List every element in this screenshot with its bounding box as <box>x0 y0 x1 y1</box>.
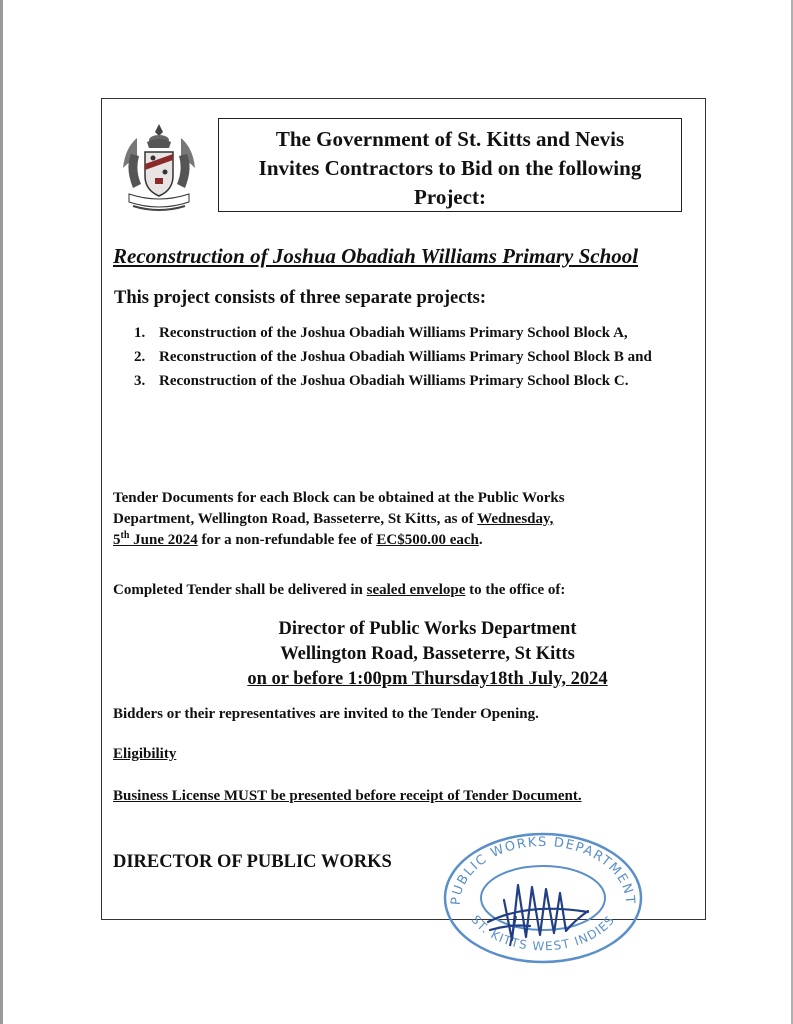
bidders-invitation: Bidders or their representatives are invited to the Tender Opening. <box>113 706 539 722</box>
delivery-address <box>200 617 655 692</box>
tender-docs-location: Department, Wellington Road, Basseterre, St Kitts, as of <box>113 511 478 527</box>
project-title: Reconstruction of Joshua Obadiah Williams Primary School <box>113 244 639 268</box>
list-item <box>134 369 704 393</box>
tender-documents-paragraph <box>113 488 693 551</box>
list-item-text: Reconstruction of the Joshua Obadiah Williams Primary School Block C. <box>159 373 629 389</box>
eligibility-requirement: Business License MUST be presented before receipt of Tender Document. <box>113 788 582 804</box>
invitation-title-box <box>218 118 682 212</box>
list-item-number: 1. <box>134 325 146 341</box>
delivery-text-a: Completed Tender shall be delivered in <box>113 582 367 598</box>
invitation-title-line-3: Project: <box>414 185 486 209</box>
tender-docs-fee-label: for a non-refundable fee of <box>197 532 377 548</box>
invitation-title-line-1: The Government of St. Kitts and Nevis <box>275 127 625 151</box>
delivery-text-c: to the office of: <box>465 582 566 598</box>
list-item-number: 2. <box>134 349 146 365</box>
submission-deadline: on or before 1:00pm Thursday18th July, 2024 <box>247 669 608 689</box>
signoff-title: DIRECTOR OF PUBLIC WORKS <box>113 852 392 872</box>
tender-docs-period: . <box>478 532 483 548</box>
tender-docs-date-suffix: th <box>120 530 130 541</box>
list-item-text: Reconstruction of the Joshua Obadiah Williams Primary School Block A, <box>159 325 628 341</box>
director-signature <box>470 860 610 950</box>
list-item-number: 3. <box>134 373 146 389</box>
tender-docs-weekday: Wednesday, <box>477 511 554 527</box>
delivery-instructions <box>113 582 565 599</box>
tender-docs-line-3 <box>113 530 693 551</box>
address-line-1: Director of Public Works Department <box>278 619 577 639</box>
tender-docs-fee: EC$500.00 each <box>376 532 479 548</box>
project-intro: This project consists of three separate projects: <box>114 288 486 308</box>
stamp-top-text: PUBLIC WORKS DEPARTMENT <box>448 834 638 906</box>
address-line-2: Wellington Road, Basseterre, St Kitts <box>280 644 575 664</box>
page-edge-left <box>0 0 3 1024</box>
delivery-sealed-envelope: sealed envelope <box>366 582 466 598</box>
tender-docs-date-day: 5 <box>113 532 121 548</box>
list-item <box>134 321 704 345</box>
invitation-title-line-2: Invites Contractors to Bid on the following <box>258 156 642 180</box>
tender-docs-line-2 <box>113 509 693 530</box>
tender-docs-date <box>113 532 198 548</box>
project-list <box>134 321 704 393</box>
eligibility-heading: Eligibility <box>113 746 177 762</box>
tender-docs-date-rest: June 2024 <box>129 532 198 548</box>
list-item-text: Reconstruction of the Joshua Obadiah Williams Primary School Block B and <box>159 349 652 365</box>
tender-docs-line-1: Tender Documents for each Block can be obtained at the Public Works <box>113 490 565 506</box>
list-item <box>134 345 704 369</box>
coat-of-arms-icon <box>117 120 201 218</box>
stamp-bottom-text: ST. KITTS WEST INDIES <box>468 912 618 954</box>
